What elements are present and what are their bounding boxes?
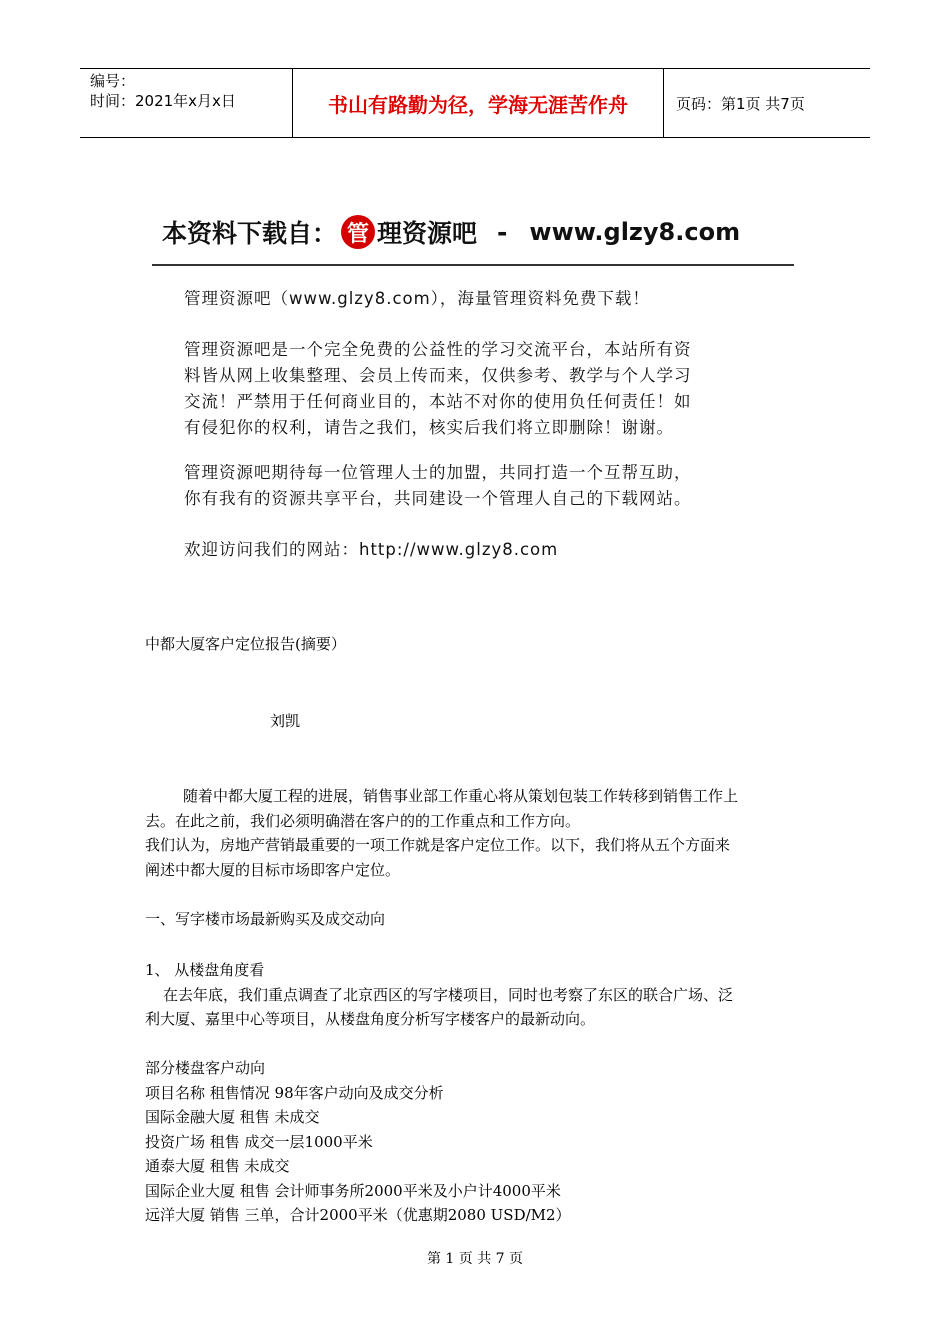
banner-dash: - [497,217,508,247]
list-item: 国际金融大厦 租售 未成交 [145,1108,320,1126]
para-line: 利大厦、嘉里中心等项目，从楼盘角度分析写字楼客户的最新动向。 [145,1010,596,1028]
para-line: 我们认为，房地产营销最重要的一项工作就是客户定位工作。以下，我们将从五个方面来 [145,836,731,854]
subsection-heading: 1、 从楼盘角度看 [145,961,265,979]
page-footer: 第 1 页 共 7 页 [426,1251,524,1267]
banner-divider [152,264,794,266]
list-item: 通泰大厦 租售 未成交 [145,1157,290,1175]
doc-author [270,709,940,734]
intro-line: 欢迎访问我们的网站：http://www.glzy8.com [184,540,559,559]
para-1 [145,784,815,882]
header-meta [80,69,292,137]
banner-prefix: 本资料下载自： [162,219,338,248]
subsection-1 [145,958,815,1032]
intro-line: 管理资源吧期待每一位管理人士的加盟，共同打造一个互帮互助， [184,463,692,482]
intro-line: 有侵犯你的权利，请告之我们，核实后我们将立即删除！谢谢。 [184,418,674,437]
para-line: 去。在此之前，我们必须明确潜在客户的的工作重点和工作方向。 [145,811,581,830]
list-item: 投资广场 租售 成交一层1000平米 [145,1132,373,1151]
intro-line: 交流！严禁用于任何商业目的，本站不对你的使用负任何责任！如 [184,392,692,411]
doc-title [145,632,815,657]
doc-author-text: 刘凯 [270,712,301,730]
project-list [145,1056,815,1228]
intro-p1 [184,286,784,312]
page-header [80,68,870,138]
section-1-heading [145,907,815,932]
para-line: 随着中都大厦工程的进展，销售事业部工作重心将从策划包装工作转移到销售工作上 [183,787,739,805]
header-motto: 书山有路勤为径，学海无涯苦作舟 [292,69,664,137]
doc-title-text: 中都大厦客户定位报告(摘要） [145,635,346,653]
header-page-info: 页码：第1页 共7页 [676,94,805,113]
intro-p3 [184,460,784,512]
logo-icon: 管 [341,215,375,249]
intro-p2 [184,337,784,441]
intro-line: 管理资源吧（www.glzy8.com），海量管理资料免费下载！ [184,289,650,308]
intro-line: 你有我有的资源共享平台，共同建设一个管理人自己的下载网站。 [184,489,692,508]
download-banner [162,210,740,254]
para-line: 在去年底，我们重点调查了北京西区的写字楼项目，同时也考察了东区的联合广场、泛 [163,985,734,1004]
section-heading: 一、写字楼市场最新购买及成交动向 [145,910,386,928]
banner-site: www.glzy8.com [529,218,741,246]
list-title: 部分楼盘客户动向 [145,1059,266,1077]
time-label: 时间：2021年x月x日 [90,92,236,110]
para-line: 阐述中都大厦的目标市场即客户定位。 [145,860,401,879]
number-label: 编号： [90,72,136,90]
list-item: 远洋大厦 销售 三单，合计2000平米（优惠期2080 USD/M2） [145,1206,571,1224]
banner-name: 理资源吧 [377,219,478,248]
list-item: 国际企业大厦 租售 会计师事务所2000平米及小户计4000平米 [145,1181,561,1200]
intro-p4 [184,537,784,563]
list-item: 项目名称 租售情况 98年客户动向及成交分析 [145,1083,444,1102]
intro-line: 料皆从网上收集整理、会员上传而来，仅供参考、教学与个人学习 [184,366,692,385]
intro-line: 管理资源吧是一个完全免费的公益性的学习交流平台，本站所有资 [184,340,692,359]
